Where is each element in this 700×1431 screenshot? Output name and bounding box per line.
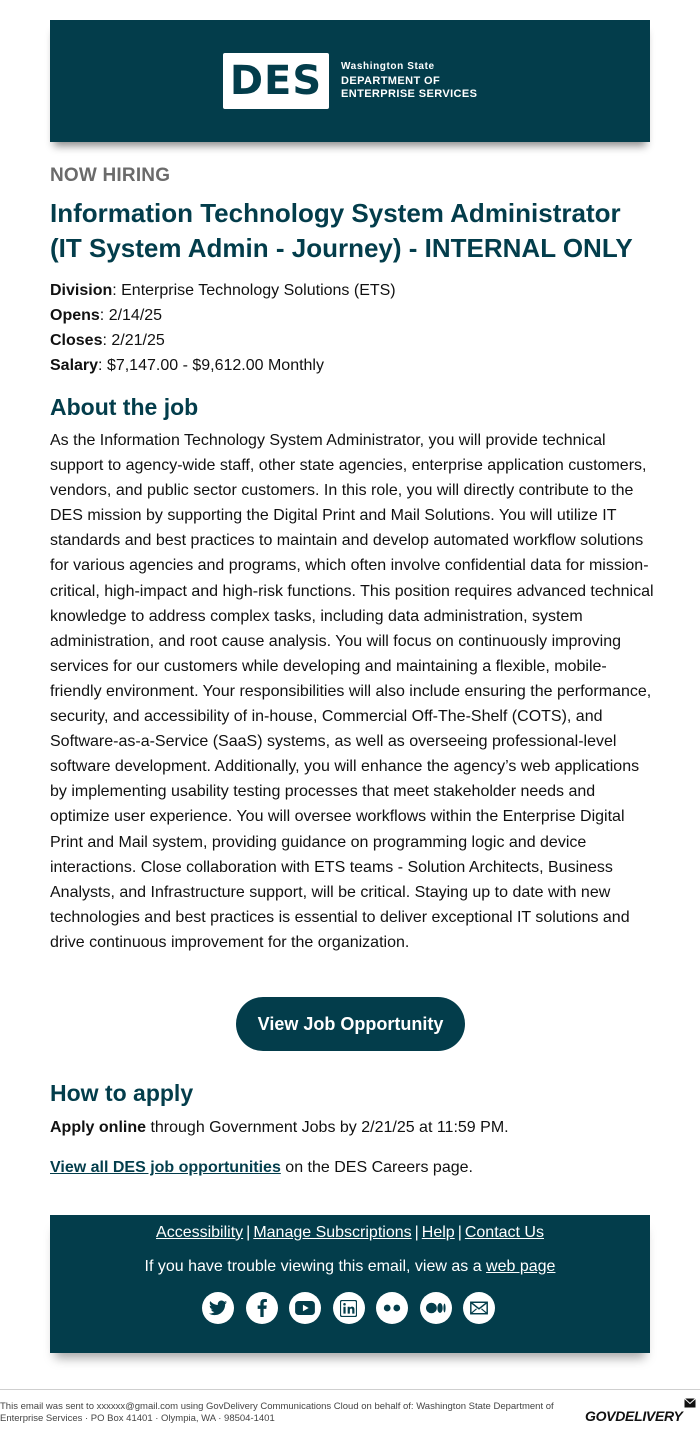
contact-us-link[interactable]: Contact Us bbox=[464, 1224, 544, 1241]
footer-separator: | bbox=[457, 1224, 462, 1241]
email-icon[interactable] bbox=[463, 1292, 495, 1324]
divider bbox=[0, 1389, 700, 1390]
apply-rest: through Government Jobs by 2/21/25 at 11:59 PM. bbox=[146, 1119, 509, 1136]
flickr-icon[interactable] bbox=[376, 1292, 408, 1324]
footer-separator: | bbox=[246, 1224, 251, 1241]
opens-label: Opens bbox=[50, 307, 100, 324]
footer-links bbox=[50, 1224, 650, 1242]
opens-value: : 2/14/25 bbox=[99, 307, 163, 324]
govdelivery-logo[interactable] bbox=[585, 1398, 695, 1428]
email-disclaimer: This email was sent to xxxxxx@gmail.com using GovDelivery Communications Cloud on behalf of: Washington State Department of Enterprise Services · PO Box 41401 · Olympia, WA · 98504-1401 bbox=[0, 1401, 554, 1424]
logo-wordmark bbox=[341, 61, 477, 101]
closes-row bbox=[50, 328, 396, 353]
view-all-text bbox=[50, 1157, 473, 1179]
help-link[interactable]: Help bbox=[421, 1224, 455, 1241]
header-banner bbox=[50, 20, 650, 142]
govdelivery-envelope-icon bbox=[684, 1398, 696, 1408]
logo-line-1: Washington State bbox=[341, 61, 435, 72]
view-all-jobs-link[interactable]: View all DES job opportunities bbox=[50, 1159, 281, 1176]
division-row bbox=[50, 278, 396, 303]
linkedin-icon[interactable] bbox=[333, 1292, 365, 1324]
accessibility-link[interactable]: Accessibility bbox=[156, 1224, 244, 1241]
view-all-rest: on the DES Careers page. bbox=[280, 1159, 473, 1176]
manage-subscriptions-link[interactable]: Manage Subscriptions bbox=[253, 1224, 412, 1241]
apply-text bbox=[50, 1117, 509, 1139]
about-heading: About the job bbox=[50, 394, 199, 420]
opens-row bbox=[50, 303, 396, 328]
youtube-icon[interactable] bbox=[289, 1292, 321, 1324]
logo-mark: DES bbox=[229, 58, 323, 104]
job-title: Information Technology System Administrator (IT System Admin - Journey) - INTERNAL ONLY bbox=[50, 198, 633, 263]
division-value: : Enterprise Technology Solutions (ETS) bbox=[112, 282, 396, 299]
closes-label: Closes bbox=[50, 332, 103, 349]
des-logo[interactable] bbox=[223, 53, 329, 109]
footer-separator: | bbox=[414, 1224, 419, 1241]
salary-label: Salary bbox=[50, 357, 99, 374]
apply-online-bold: Apply online bbox=[50, 1119, 146, 1136]
facebook-icon[interactable] bbox=[246, 1292, 278, 1324]
closes-value: : 2/21/25 bbox=[102, 332, 165, 349]
social-icons bbox=[202, 1292, 495, 1324]
logo-line-2: DEPARTMENT OF bbox=[341, 75, 441, 87]
trouble-viewing-text bbox=[50, 1258, 650, 1276]
medium-icon[interactable] bbox=[420, 1292, 452, 1324]
division-label: Division bbox=[50, 282, 113, 299]
salary-row bbox=[50, 353, 396, 378]
about-body: As the Information Technology System Administrator, you will provide technical support to agency-wide staff, other state agencies, enterprise application customers, vendors, and public sector customers. In this role, you will directly contribute to the DES mission by supporting the Digital Print and Mail Solutions. You will utilize IT standards and best practices to maintain and develop automated workflow solutions for various agencies and programs, which often involve confidential data for mission-critical, high-impact and high-risk functions. This position requires advanced technical knowledge to address complex tasks, including data administration, system administration, and root cause analysis. You will focus on continuously improving services for our customers while developing and maintaining a flexible, mobile-friendly environment. Your responsibilities will also include ensuring the performance, security, and accessibility of in-house, Commercial Off-The-Shelf (COTS), and Software-as-a-Service (SaaS) systems, as well as overseeing professional-level software development. Additionally, you will enhance the agency’s web applications by implementing usability testing processes that meet stakeholder needs and optimize user experience. You will oversee workflows within the Enterprise Digital Print and Mail system, providing guidance on programming logic and device interactions. Close collaboration with ETS teams - Solution Architects, Business Analysts, and Infrastructure support, will be critical. Staying up to date with new technologies and best practices is essential to deliver exceptional IT solutions and drive continuous improvement for the organization. bbox=[50, 432, 654, 951]
twitter-icon[interactable] bbox=[202, 1292, 234, 1324]
footer bbox=[50, 1215, 650, 1353]
now-hiring-label: NOW HIRING bbox=[50, 165, 171, 186]
how-to-apply-heading: How to apply bbox=[50, 1080, 194, 1106]
logo-line-3: ENTERPRISE SERVICES bbox=[341, 88, 478, 100]
govdelivery-wordmark: GOVDELIVERY bbox=[585, 1408, 683, 1424]
web-page-link[interactable]: web page bbox=[486, 1258, 556, 1275]
salary-value: : $7,147.00 - $9,612.00 Monthly bbox=[98, 357, 324, 374]
view-job-opportunity-button[interactable]: View Job Opportunity bbox=[236, 997, 465, 1051]
job-meta bbox=[50, 278, 396, 378]
trouble-text: If you have trouble viewing this email, view as a bbox=[144, 1258, 487, 1275]
